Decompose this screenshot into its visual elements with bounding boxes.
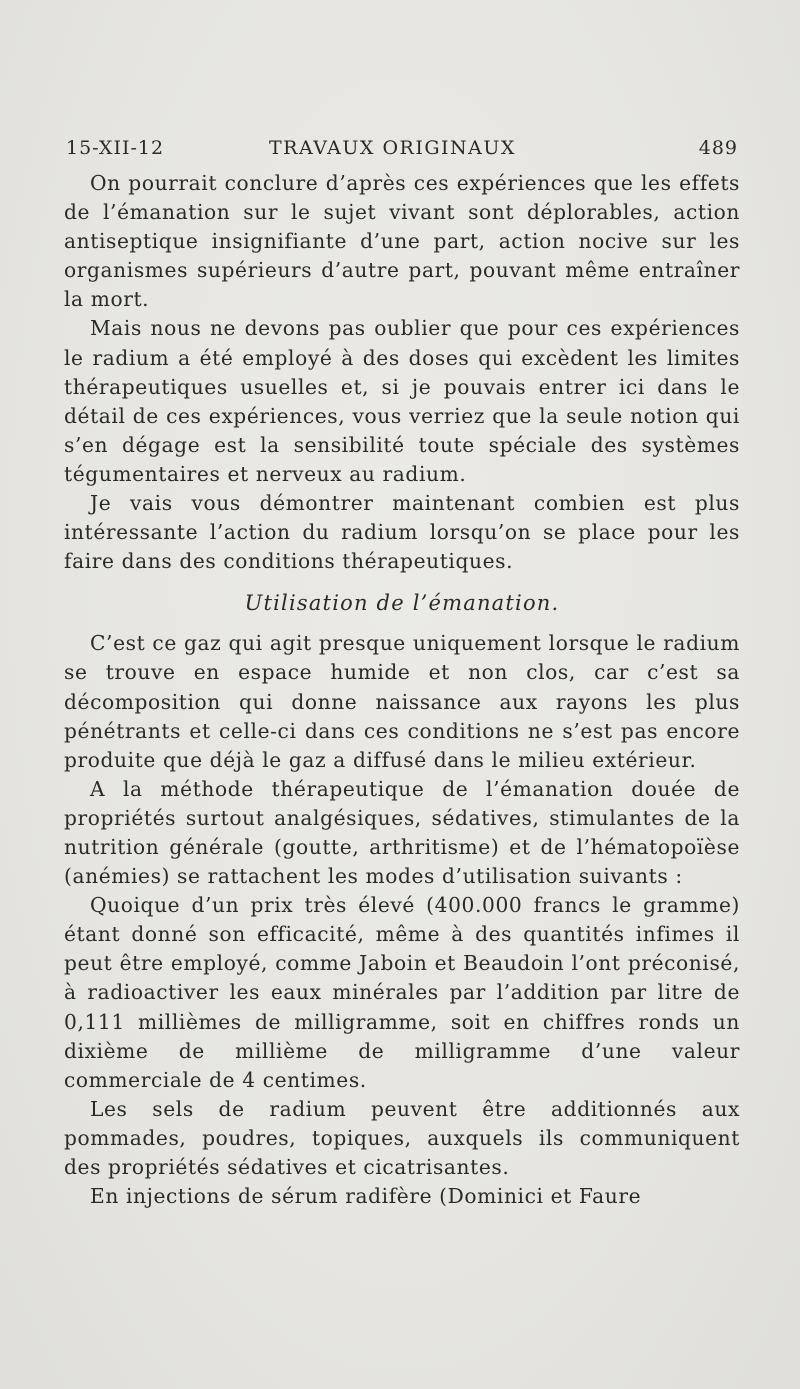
header-date: 15-XII-12 — [66, 137, 165, 159]
header-section-title: TRAVAUX ORIGINAUX — [269, 137, 516, 159]
paragraph: Je vais vous démontrer maintenant combien est plus intéressante l’action du radium lorsqu’on se place pour les faire dans des conditions thérapeutiques. — [64, 491, 740, 574]
section-heading: Utilisation de l’émanation. — [244, 591, 560, 616]
paragraph: Mais nous ne devons pas oublier que pour ces expériences le radium a été employé à des doses qui excèdent les limites thérapeutiques usuelles et, si je pouvais entrer ici dans le détail de ces expériences, vous verriez que la seule notion qui s’en dégage est la sensibilité toute spéciale des systèmes tégumentaires et nerveux au radium. — [64, 316, 740, 486]
page-number: 489 — [698, 137, 738, 159]
paragraph: Les sels de radium peuvent être additionnés aux pommades, poudres, topiques, auxquels ils communiquent des propriétés sédatives et cicatrisantes. — [64, 1096, 740, 1179]
paragraph: En injections de sérum radifère (Dominici et Faure — [90, 1184, 642, 1209]
paragraph: Quoique d’un prix très élevé (400.000 francs le gramme) étant donné son efficacité, même à des quantités infimes il peut être employé, comme Jaboin et Beaudoin l’ont préconisé, à radioactiver les eaux minérales par l’addition par litre de 0,111 millièmes de milligramme, soit en chiffres ronds un dixième de millième de milligramme d’une valeur commerciale de 4 centimes. — [64, 893, 740, 1092]
paragraph: A la méthode thérapeutique de l’émanation douée de propriétés surtout analgésiques, sédatives, stimulantes de la nutrition générale (goutte, arthritisme) et de l’hématopoïèse (anémies) se rattachent les modes d’utilisation suivants : — [64, 776, 740, 889]
running-header — [66, 137, 738, 165]
paragraph: C’est ce gaz qui agit presque uniquement lorsque le radium se trouve en espace humide et non clos, car c’est sa décomposition qui donne naissance aux rayons les plus pénétrants et celle-ci dans ces conditions ne s’est pas encore produite que déjà le gaz a diffusé dans le milieu extérieur. — [64, 631, 740, 772]
paragraph: On pourrait conclure d’après ces expériences que les effets de l’émanation sur le sujet vivant sont déplorables, action antiseptique insignifiante d’une part, action nocive sur les organismes supérieurs d’autre part, pouvant même entraîner la mort. — [64, 171, 740, 312]
body-text — [64, 169, 740, 1211]
